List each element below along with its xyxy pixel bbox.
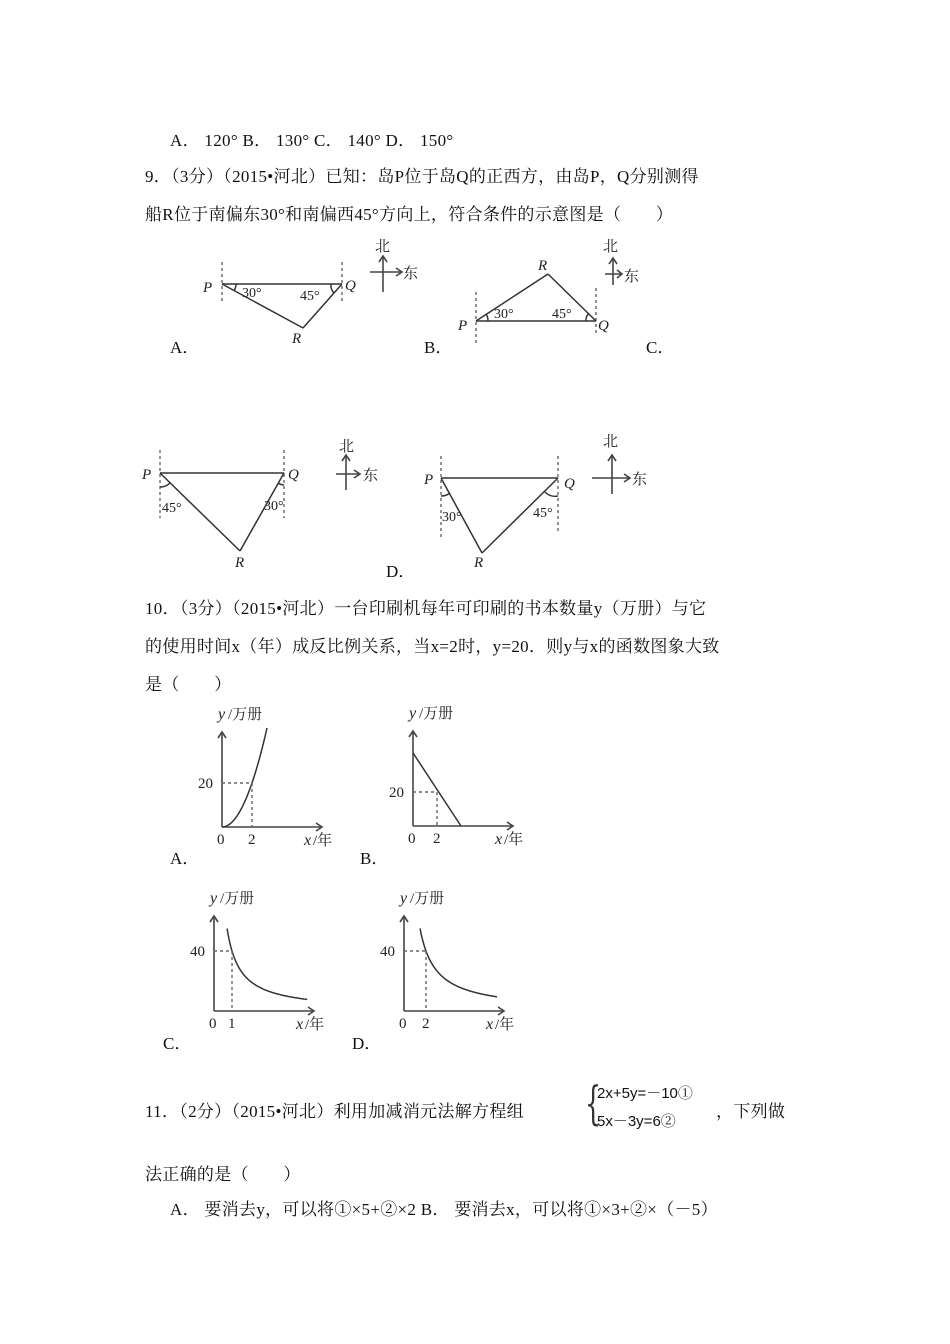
left-brace-icon: { xyxy=(585,1076,602,1130)
origin-label: 0 xyxy=(399,1016,407,1032)
q8-options: A． 120° B． 130° C． 140° D． 150° xyxy=(170,131,454,150)
x-axis-label-unit: /年 xyxy=(313,833,333,849)
y-axis-label-unit: /万册 xyxy=(228,707,263,723)
origin-label: 0 xyxy=(217,832,225,848)
y-axis-label-var: y xyxy=(400,890,408,907)
x-axis-label-var: x xyxy=(304,832,312,849)
q9-option-d-label[interactable]: D． xyxy=(386,562,416,581)
label-q: Q xyxy=(598,318,609,334)
y-tick-label: 20 xyxy=(198,776,213,792)
y-axis-label-var: y xyxy=(409,705,417,722)
angle-label-q: 45° xyxy=(533,506,553,521)
y-tick-label: 20 xyxy=(389,785,404,801)
q10-option-c-label[interactable]: C． xyxy=(163,1034,192,1053)
label-r: R xyxy=(538,258,548,274)
label-p: P xyxy=(424,472,434,488)
q10-stem-line3: 是（ ） xyxy=(145,675,232,694)
y-axis-label-unit: /万册 xyxy=(419,706,454,722)
label-q: Q xyxy=(564,476,575,492)
label-q: Q xyxy=(288,467,299,483)
compass-north: 北 xyxy=(375,239,391,255)
y-tick-label: 40 xyxy=(190,944,205,960)
angle-label-p: 30° xyxy=(442,510,462,525)
x-tick-label: 2 xyxy=(433,831,441,847)
y-axis-label-unit: /万册 xyxy=(410,891,445,907)
angle-label-q: 30° xyxy=(264,499,284,514)
x-tick-label: 2 xyxy=(422,1016,430,1032)
compass-north: 北 xyxy=(603,434,619,450)
angle-label-p: 30° xyxy=(242,286,262,301)
q11-options: A． 要消去y，可以将①×5+②×2 B． 要消去x，可以将①×3+②×（－5） xyxy=(170,1200,718,1219)
label-p: P xyxy=(203,280,213,296)
q10-option-a-label[interactable]: A． xyxy=(170,849,200,868)
label-p: P xyxy=(458,318,468,334)
q10-option-b-label[interactable]: B． xyxy=(360,849,389,868)
y-axis-label-unit: /万册 xyxy=(220,891,255,907)
x-tick-label: 1 xyxy=(228,1016,236,1032)
q9-stem-line1: 9．（3分）（2015•河北）已知：岛P位于岛Q的正西方，由岛P，Q分别测得 xyxy=(145,167,699,186)
compass-north: 北 xyxy=(603,239,619,255)
compass-north: 北 xyxy=(339,439,355,455)
x-axis-label-var: x xyxy=(495,831,503,848)
q9-option-b-label[interactable]: B． xyxy=(424,338,453,357)
label-r: R xyxy=(292,331,302,347)
q9-stem-line2: 船R位于南偏东30°和南偏西45°方向上，符合条件的示意图是（ ） xyxy=(145,205,674,224)
equation-2: 5x－3y=6② xyxy=(597,1113,676,1130)
function-curve xyxy=(222,728,267,827)
origin-label: 0 xyxy=(408,831,416,847)
angle-label-q: 45° xyxy=(300,289,320,304)
q11-stem-suffix: ，下列做 xyxy=(716,1102,786,1121)
x-axis-label-unit: /年 xyxy=(305,1017,325,1033)
x-axis-label-var: x xyxy=(296,1016,304,1033)
function-curve xyxy=(420,929,497,997)
label-q: Q xyxy=(345,278,356,294)
function-line xyxy=(413,753,461,826)
q9-option-c-label[interactable]: C． xyxy=(646,338,675,357)
label-p: P xyxy=(142,467,152,483)
compass-east: 东 xyxy=(632,472,648,488)
q10-stem-line2: 的使用时间x（年）成反比例关系，当x=2时，y=20．则y与x的函数图象大致 xyxy=(145,637,720,656)
x-tick-label: 2 xyxy=(248,832,256,848)
compass-east: 东 xyxy=(403,266,419,282)
function-curve xyxy=(227,929,307,1000)
y-axis-label-var: y xyxy=(210,890,218,907)
y-axis-label-var: y xyxy=(218,706,226,723)
x-axis-label-unit: /年 xyxy=(504,832,524,848)
q10-stem-line1: 10．（3分）（2015•河北）一台印刷机每年可印刷的书本数量y（万册）与它 xyxy=(145,599,707,618)
equation-1: 2x+5y=－10① xyxy=(597,1085,693,1102)
compass-east: 东 xyxy=(363,468,379,484)
angle-label-q: 45° xyxy=(552,307,572,322)
x-axis-label-unit: /年 xyxy=(495,1017,515,1033)
angle-label-p: 45° xyxy=(162,501,182,516)
origin-label: 0 xyxy=(209,1016,217,1032)
label-r: R xyxy=(235,555,245,571)
x-axis-label-var: x xyxy=(486,1016,494,1033)
q10-option-d-label[interactable]: D． xyxy=(352,1034,382,1053)
y-tick-label: 40 xyxy=(380,944,395,960)
angle-label-p: 30° xyxy=(494,307,514,322)
q9-option-a-label[interactable]: A． xyxy=(170,338,200,357)
compass-east: 东 xyxy=(624,269,640,285)
q11-stem-line2: 法正确的是（ ） xyxy=(145,1165,301,1184)
label-r: R xyxy=(474,555,484,571)
q11-stem-prefix: 11．（2分）（2015•河北）利用加减消元法解方程组 xyxy=(145,1102,524,1121)
